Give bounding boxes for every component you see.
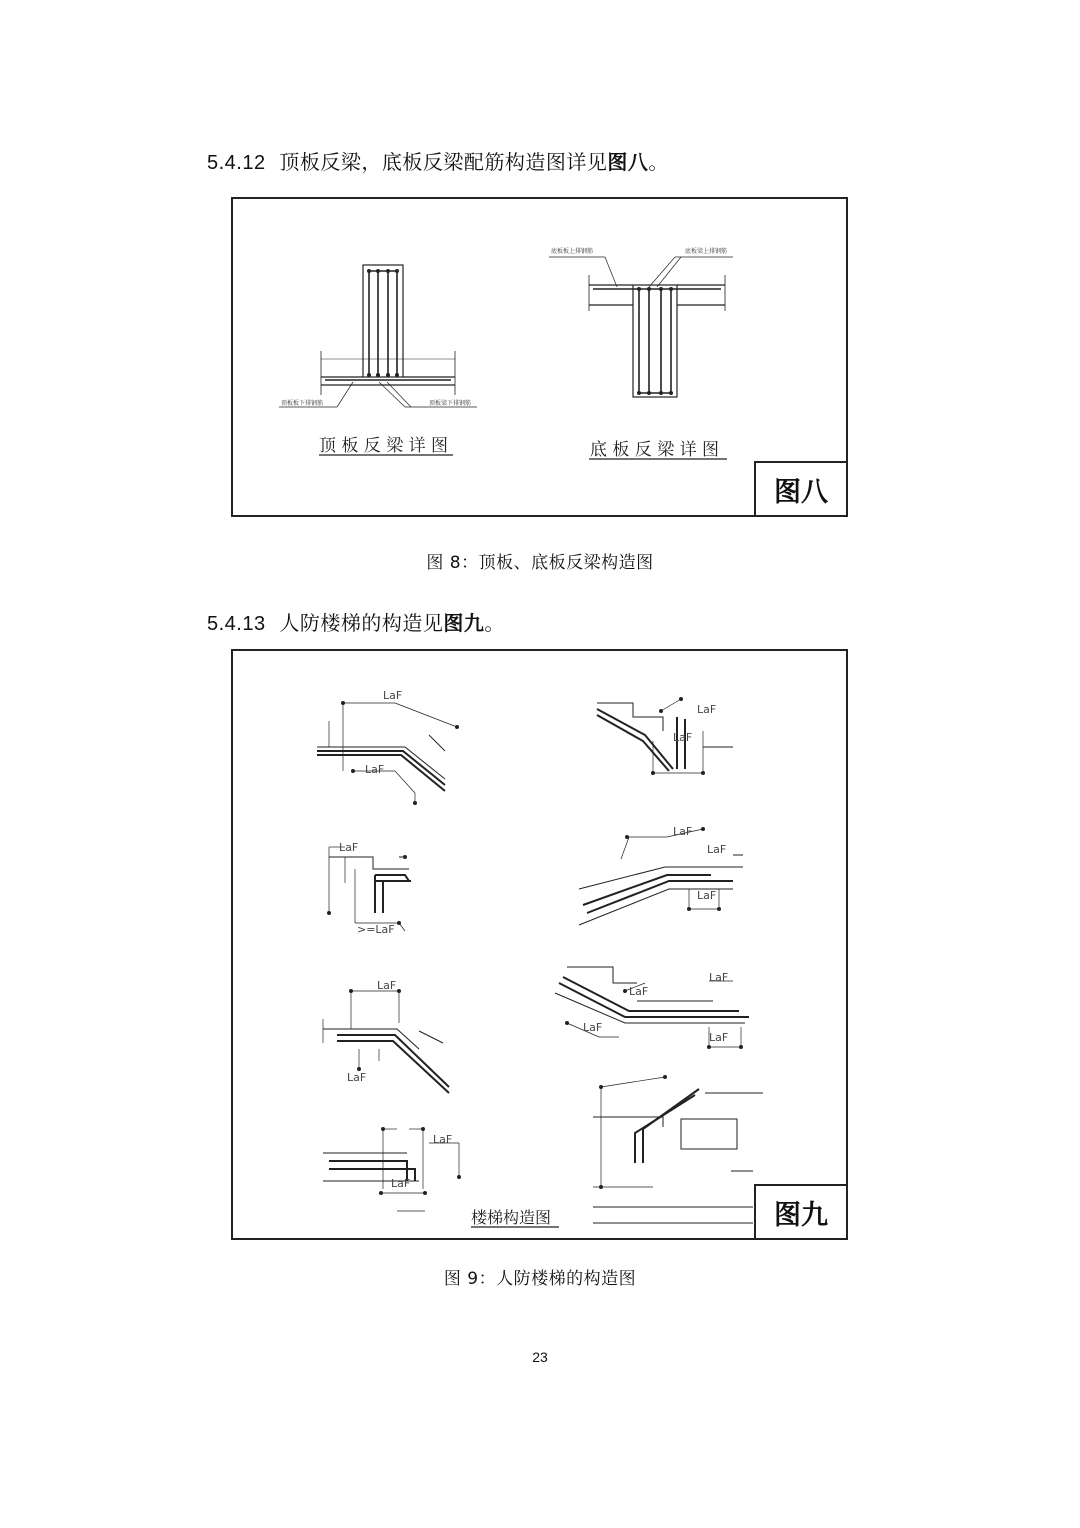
sentence-end: 。 <box>648 150 669 174</box>
figure-9-caption: 图 9：人防楼梯的构造图 <box>443 1269 637 1289</box>
laf-label: LaF <box>697 703 717 716</box>
figure-reference: 图八 <box>607 150 649 174</box>
laf-label: LaF <box>339 841 359 854</box>
label-top-beam-bottom-bar: 顶板梁下排钢筋 <box>429 400 472 407</box>
figure-8-frame <box>231 197 848 517</box>
laf-label: LaF <box>707 843 727 856</box>
stair-detail-8 <box>593 1077 763 1223</box>
laf-label: LaF <box>365 763 385 776</box>
right-detail-title: 底 板 反 梁 详 图 <box>590 440 720 460</box>
min-laf-label: >=LaF <box>357 923 395 936</box>
figure-8-caption: 图 8：顶板、底板反梁构造图 <box>426 553 654 573</box>
laf-label: LaF <box>347 1071 367 1084</box>
label-top-slab-bottom-bar: 顶板板下排钢筋 <box>281 400 324 407</box>
figure-9-label: 图九 <box>754 1184 846 1238</box>
laf-label: LaF <box>391 1177 411 1190</box>
laf-label: LaF <box>433 1133 453 1146</box>
section-5-4-12-paragraph <box>207 146 669 175</box>
laf-label: LaF <box>383 689 403 702</box>
laf-label: LaF <box>697 889 717 902</box>
left-detail-title: 顶 板 反 梁 详 图 <box>319 436 449 456</box>
stair-detail-5 <box>323 991 449 1093</box>
section-text: 人防楼梯的构造见 <box>279 611 444 635</box>
sentence-end: 。 <box>484 611 505 635</box>
stair-detail-title: 楼梯构造图 <box>471 1208 552 1227</box>
figure-reference: 图九 <box>443 611 485 635</box>
figure-8-label: 图八 <box>754 461 846 515</box>
section-5-4-13-paragraph <box>207 607 505 636</box>
label-bottom-slab-top-bar: 底板板上排钢筋 <box>551 248 594 255</box>
page-number: 23 <box>532 1349 548 1365</box>
laf-label: LaF <box>709 1031 729 1044</box>
laf-label: LaF <box>629 985 649 998</box>
stair-detail-1 <box>317 703 457 803</box>
section-text: 顶板反梁，底板反梁配筋构造图详见 <box>279 150 608 174</box>
laf-label: LaF <box>673 825 693 838</box>
laf-label: LaF <box>583 1021 603 1034</box>
stair-detail-3 <box>329 847 411 931</box>
label-bottom-beam-top-bar: 底板梁上排钢筋 <box>685 248 728 255</box>
laf-label: LaF <box>377 979 397 992</box>
section-number: 5.4.13 <box>207 613 266 635</box>
laf-label: LaF <box>673 731 693 744</box>
figure-9-drawing <box>233 651 846 1238</box>
laf-label: LaF <box>709 971 729 984</box>
figure-9-frame <box>231 649 848 1240</box>
section-number: 5.4.12 <box>207 152 266 174</box>
